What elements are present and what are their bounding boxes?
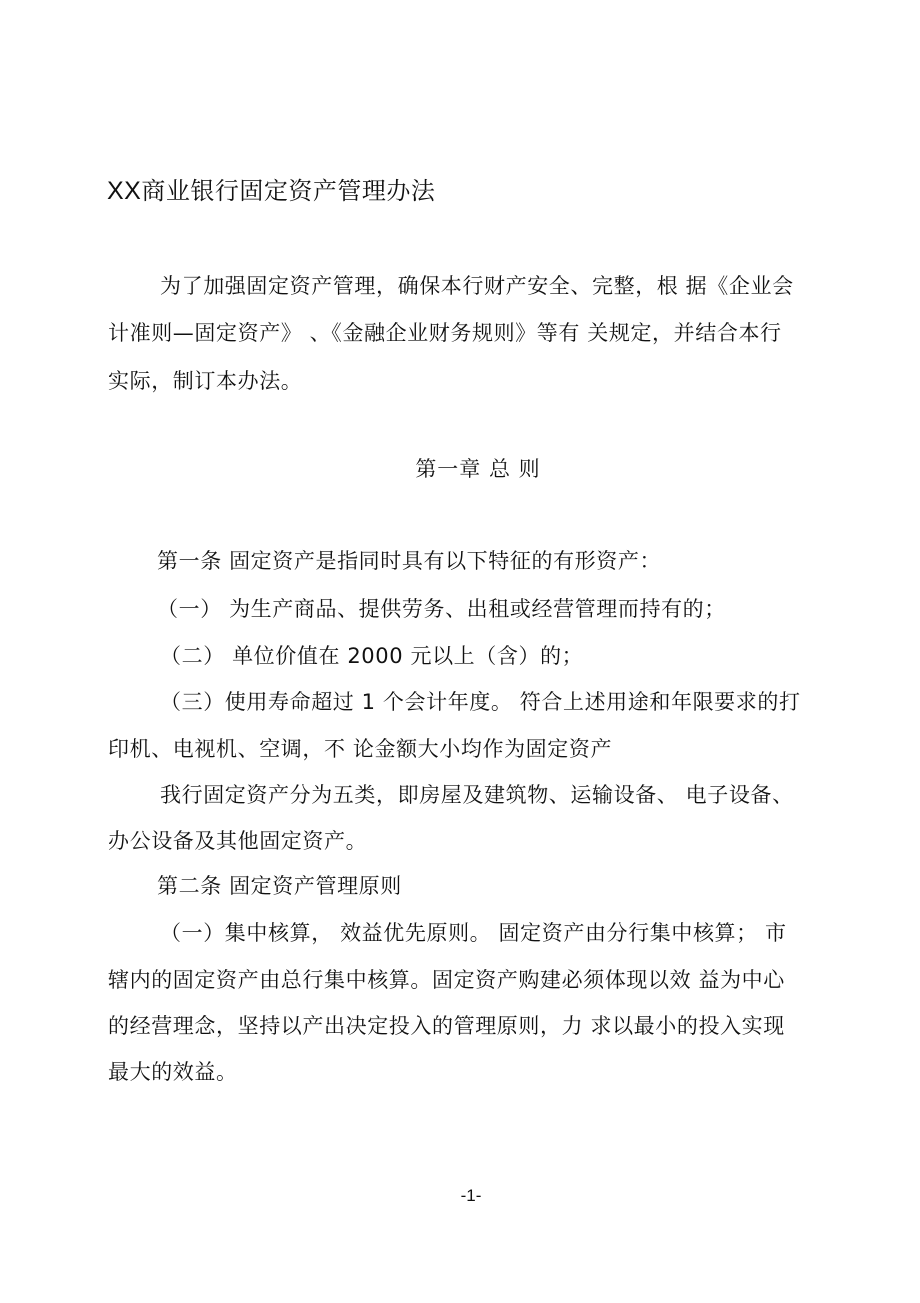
article1-classification-cont: 办公设备及其他固定资产。 bbox=[108, 829, 368, 853]
article2-principle-1-line-2: 辖内的固定资产由总行集中核算。固定资产购建必须体现以效 益为中心 bbox=[108, 968, 785, 992]
intro-line-3: 实际，制订本办法。 bbox=[108, 369, 303, 393]
article2-heading: 第二条 固定资产管理原则 bbox=[157, 874, 402, 898]
article1-item-1: （一） 为生产商品、提供劳务、出租或经营管理而持有的； bbox=[157, 597, 726, 621]
article2-principle-1-line-3: 的经营理念，坚持以产出决定投入的管理原则，力 求以最小的投入实现 bbox=[108, 1014, 785, 1038]
intro-line-1: 为了加强固定资产管理，确保本行财产安全、完整，根 据《企业会 bbox=[160, 274, 794, 298]
article1-classification: 我行固定资产分为五类，即房屋及建筑物、运输设备、 电子设备、 bbox=[160, 783, 794, 807]
article1-item-3: （三）使用寿命超过 1 个会计年度。 符合上述用途和年限要求的打 bbox=[160, 690, 801, 714]
title-prefix: XX bbox=[107, 177, 142, 205]
article1-heading: 第一条 固定资产是指同时具有以下特征的有形资产： bbox=[157, 549, 662, 573]
article1-item-2: （二） 单位价值在 2000 元以上（含）的； bbox=[160, 644, 584, 668]
intro-line-2: 计准则—固定资产》 、《金融企业财务规则》等有 关规定，并结合本行 bbox=[108, 321, 782, 345]
page-number: -1- bbox=[460, 1186, 482, 1205]
chapter-heading: 第一章 总 则 bbox=[415, 457, 541, 481]
title-main: 商业银行固定资产管理办法 bbox=[141, 177, 436, 205]
article2-principle-1: （一）集中核算， 效益优先原则。 固定资产由分行集中核算； 市 bbox=[160, 921, 787, 945]
document-title bbox=[107, 174, 435, 208]
article2-principle-1-line-4: 最大的效益。 bbox=[108, 1060, 238, 1084]
article1-item-3-cont: 印机、电视机、空调，不 论金额大小均作为固定资产 bbox=[108, 737, 613, 761]
